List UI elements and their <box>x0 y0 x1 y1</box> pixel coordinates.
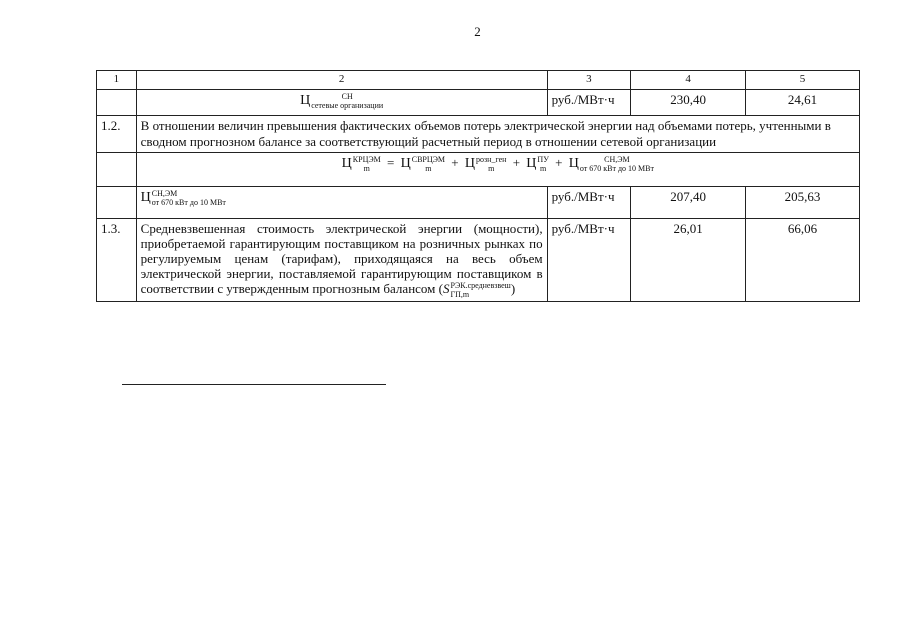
superscript: СН,ЭМ <box>151 189 178 199</box>
description-text: Средневзвешенная стоимость электрической энергии (мощности), приобретаемой гарантирующим поставщиком на розничных рынках по регулируемым ценам (тарифам), приходящаяся на весь объем электрической энергии, поставляемой гарантирующим поставщиком в соответствии с утвержденным прогнозным балансом <box>140 221 543 296</box>
row-number-cell <box>97 153 137 187</box>
subscript: сетевые организации <box>311 101 384 111</box>
row-number-cell <box>97 187 137 219</box>
value-col-5: 24,61 <box>746 90 860 116</box>
superscript: КРЦЭМ <box>352 155 381 165</box>
formula-term-2-symbol: Ц <box>464 156 475 171</box>
value-col-4: 207,40 <box>631 187 746 219</box>
subscript: от 670 кВт до 10 МВт <box>151 198 226 208</box>
superscript: СВРЦЭМ <box>411 155 446 165</box>
open-paren: ( <box>438 281 443 296</box>
header-col-4: 4 <box>631 71 746 90</box>
formula-term-1-indices <box>412 155 445 173</box>
table-row <box>97 187 860 219</box>
tariff-table <box>96 70 860 302</box>
table-row <box>97 90 860 116</box>
value-col-5: 66,06 <box>746 219 860 302</box>
superscript: СН,ЭМ <box>604 155 630 165</box>
header-col-3: 3 <box>547 71 631 90</box>
superscript: РЭК.средневзвеш <box>450 281 511 291</box>
section-description: В отношении величин превышения фактических объемов потерь электрической энергии над объемами потерь, учтенными в сводном прогнозном балансе за соответствующий расчетный период в отношении сетевой организации <box>136 116 859 153</box>
symbol-indices <box>311 92 383 110</box>
formula-term-2-indices <box>476 155 506 173</box>
close-paren: ) <box>510 281 516 296</box>
row-number-cell <box>97 90 137 116</box>
table-row <box>97 153 860 187</box>
formula-lhs-indices <box>353 155 381 173</box>
formula-term-4-symbol: Ц <box>568 156 579 171</box>
header-col-2: 2 <box>136 71 547 90</box>
value-col-4: 230,40 <box>631 90 746 116</box>
plus-sign: + <box>451 155 459 170</box>
formula-term-1-symbol: Ц <box>400 156 411 171</box>
table-row <box>97 219 860 302</box>
formula-term-3-indices <box>537 155 548 173</box>
symbol-indices <box>152 189 226 207</box>
formula-lhs-symbol: Ц <box>341 156 352 171</box>
weighted-cost-description <box>136 219 547 302</box>
unit-cell: руб./МВт·ч <box>547 219 631 302</box>
price-cell <box>136 187 547 219</box>
price-formula <box>136 153 859 187</box>
unit-cell: руб./МВт·ч <box>547 90 631 116</box>
superscript: СН <box>341 92 353 102</box>
subscript: m <box>488 164 495 174</box>
page-number: 2 <box>474 24 481 39</box>
grid-organization-price-cell <box>136 90 547 116</box>
subscript: m <box>425 164 432 174</box>
subscript: m <box>540 164 547 174</box>
header-col-1: 1 <box>97 71 137 90</box>
table-header-row <box>97 71 860 90</box>
footnote-separator <box>122 384 386 385</box>
price-symbol: Ц <box>140 190 151 205</box>
subscript: m <box>363 164 370 174</box>
table-row <box>97 116 860 153</box>
superscript: ПУ <box>537 155 549 165</box>
superscript: розн_ген <box>476 155 507 165</box>
formula-indices <box>451 281 511 299</box>
formula-term-4-indices <box>580 155 654 173</box>
unit-cell: руб./МВт·ч <box>547 187 631 219</box>
plus-sign: + <box>555 155 563 170</box>
weighted-cost-formula <box>438 281 516 300</box>
plus-sign: + <box>512 155 521 170</box>
formula-symbol: S <box>443 281 450 296</box>
price-symbol: Ц <box>300 93 311 108</box>
row-number: 1.2. <box>97 116 137 153</box>
value-col-5: 205,63 <box>746 187 860 219</box>
subscript: от 670 кВт до 10 МВт <box>579 164 654 174</box>
subscript: ГП,m <box>450 290 470 300</box>
row-number: 1.3. <box>97 219 137 302</box>
equals-sign: = <box>387 155 395 170</box>
value-col-4: 26,01 <box>631 219 746 302</box>
header-col-5: 5 <box>746 71 860 90</box>
formula-term-3-symbol: Ц <box>526 156 537 171</box>
